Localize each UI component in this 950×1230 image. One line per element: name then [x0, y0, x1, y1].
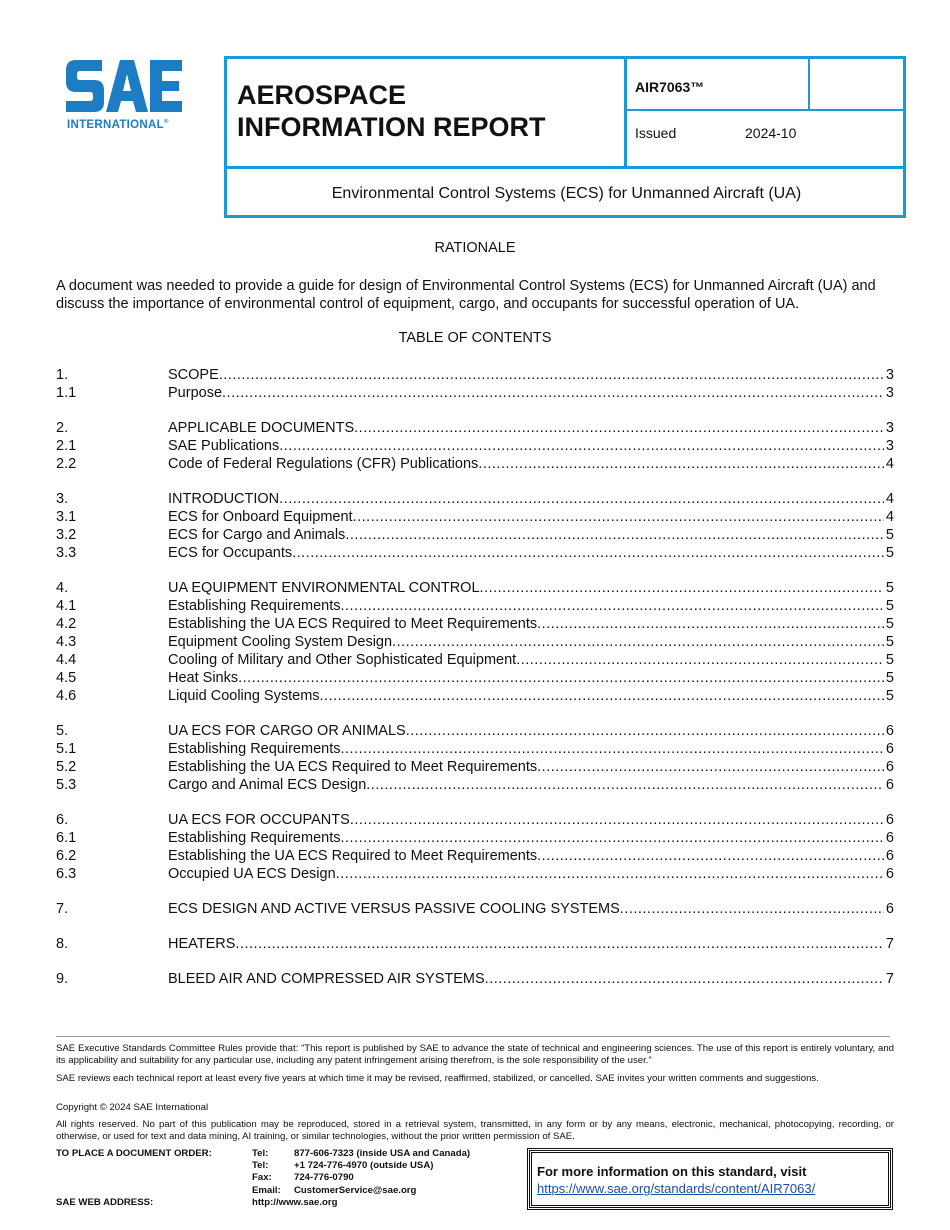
contact-phone-intl: +1 724-776-4970 (outside USA)	[294, 1160, 434, 1171]
issued-date: 2024-10	[745, 125, 797, 141]
toc-dot-leader	[350, 811, 884, 829]
toc-entry-title: ECS for Occupants	[168, 545, 293, 561]
toc-entry[interactable]	[56, 437, 894, 455]
toc-entry[interactable]	[56, 687, 894, 705]
toc-entry-title: Establishing the UA ECS Required to Meet Requirements	[168, 616, 538, 632]
toc-entry[interactable]	[56, 615, 894, 633]
toc-entry-number: 4.	[56, 580, 69, 596]
toc-dot-leader	[320, 687, 884, 705]
toc-entry[interactable]	[56, 935, 894, 953]
toc-entry-title: SAE Publications	[168, 438, 280, 454]
logo-international-text: INTERNATIONAL®	[67, 119, 169, 131]
toc-entry-title: ECS for Onboard Equipment	[168, 509, 353, 525]
toc-entry-number: 2.2	[56, 456, 77, 472]
toc-dot-leader	[353, 508, 884, 526]
toc-entry-number: 9.	[56, 971, 69, 987]
toc-entry-title: Cargo and Animal ECS Design	[168, 777, 367, 793]
order-label: TO PLACE A DOCUMENT ORDER:	[56, 1148, 212, 1159]
toc-entry-number: 7.	[56, 901, 69, 917]
standard-link[interactable]: https://www.sae.org/standards/content/AIR7063/	[537, 1181, 816, 1196]
rights-text: All rights reserved. No part of this publication may be reproduced, stored in a retrieval system, transmitted, in any form or by any means, electronic, mechanical, photocopying, recording, or otherwise, or used for text and data mining, AI training, or similar technologies, without the prior written permission of SAE.	[56, 1119, 894, 1142]
contact-key: Email:	[252, 1185, 281, 1196]
toc-dot-leader	[219, 366, 884, 384]
toc-entry-number: 5.1	[56, 741, 77, 757]
toc-entry-page: 7	[885, 936, 894, 952]
toc-dot-leader	[222, 384, 884, 402]
document-number: AIR7063™	[635, 79, 705, 95]
toc-entry-page: 4	[885, 456, 894, 472]
toc-entry-page: 7	[885, 971, 894, 987]
toc-entry-title: BLEED AIR AND COMPRESSED AIR SYSTEMS	[168, 971, 485, 987]
toc-entry-page: 5	[885, 580, 894, 596]
toc-entry-page: 6	[885, 848, 894, 864]
toc-entry-page: 6	[885, 901, 894, 917]
toc-entry[interactable]	[56, 490, 894, 508]
toc-dot-leader	[516, 651, 884, 669]
toc-entry-page: 6	[885, 777, 894, 793]
toc-entry-title: Establishing Requirements	[168, 741, 341, 757]
toc-dot-leader	[345, 526, 884, 544]
toc-entry-number: 4.5	[56, 670, 77, 686]
toc-dot-leader	[485, 970, 884, 988]
toc-entry-number: 3.	[56, 491, 69, 507]
toc-entry-page: 4	[885, 509, 894, 525]
toc-entry-title: ECS for Cargo and Animals	[168, 527, 346, 543]
toc-heading: TABLE OF CONTENTS	[398, 330, 552, 346]
toc-entry[interactable]	[56, 419, 894, 437]
issued-label: Issued	[635, 125, 677, 141]
toc-entry[interactable]	[56, 722, 894, 740]
toc-dot-leader	[478, 455, 884, 473]
toc-entry-title: Occupied UA ECS Design	[168, 866, 336, 882]
toc-dot-leader	[292, 544, 884, 562]
toc-entry-title: SCOPE	[168, 367, 219, 383]
toc-entry-page: 6	[885, 866, 894, 882]
toc-entry-title: Code of Federal Regulations (CFR) Publications	[168, 456, 479, 472]
toc-entry-title: Establishing Requirements	[168, 598, 341, 614]
toc-dot-leader	[279, 437, 884, 455]
table-of-contents	[56, 366, 894, 988]
toc-entry[interactable]	[56, 544, 894, 562]
toc-entry-number: 3.3	[56, 545, 77, 561]
contact-key: Tel:	[252, 1160, 269, 1171]
toc-entry-page: 3	[885, 438, 894, 454]
toc-dot-leader	[340, 597, 883, 615]
toc-entry-title: Equipment Cooling System Design	[168, 634, 393, 650]
toc-entry-title: APPLICABLE DOCUMENTS	[168, 420, 355, 436]
contact-key: Tel:	[252, 1148, 269, 1159]
toc-dot-leader	[406, 722, 884, 740]
toc-entry-page: 3	[885, 420, 894, 436]
rationale-text: A document was needed to provide a guide for design of Environmental Control Systems (ECS) for Unmanned Aircraft (UA) and discuss the importance of environmental control of equipment, cargo, and occupants for successful operation of UA.	[56, 278, 876, 312]
toc-entry-number: 6.3	[56, 866, 77, 882]
toc-entry-title: ECS DESIGN AND ACTIVE VERSUS PASSIVE COOLING SYSTEMS	[168, 901, 620, 917]
toc-entry-title: UA ECS FOR OCCUPANTS	[168, 812, 350, 828]
toc-entry-page: 6	[885, 723, 894, 739]
toc-entry[interactable]	[56, 526, 894, 544]
toc-entry-page: 5	[885, 598, 894, 614]
toc-dot-leader	[537, 758, 884, 776]
toc-entry-page: 5	[885, 670, 894, 686]
toc-entry-number: 6.1	[56, 830, 77, 846]
toc-entry[interactable]	[56, 669, 894, 687]
toc-entry-number: 6.	[56, 812, 69, 828]
toc-entry-title: UA EQUIPMENT ENVIRONMENTAL CONTROL	[168, 580, 480, 596]
toc-entry-number: 3.2	[56, 527, 77, 543]
rationale-heading: RATIONALE	[434, 240, 516, 256]
toc-entry[interactable]	[56, 829, 894, 847]
toc-entry-number: 2.	[56, 420, 69, 436]
toc-dot-leader	[537, 847, 884, 865]
toc-entry-title: Establishing the UA ECS Required to Meet Requirements	[168, 759, 538, 775]
toc-entry[interactable]	[56, 900, 894, 918]
toc-entry-page: 4	[885, 491, 894, 507]
toc-entry[interactable]	[56, 740, 894, 758]
toc-entry-title: Establishing Requirements	[168, 830, 341, 846]
toc-entry-number: 2.1	[56, 438, 77, 454]
toc-entry[interactable]	[56, 597, 894, 615]
toc-dot-leader	[340, 829, 883, 847]
toc-entry-number: 5.2	[56, 759, 77, 775]
toc-entry[interactable]	[56, 776, 894, 794]
toc-entry[interactable]	[56, 865, 894, 883]
toc-entry-number: 1.	[56, 367, 69, 383]
report-type-title: AEROSPACE INFORMATION REPORT	[237, 80, 546, 142]
toc-dot-leader	[392, 633, 884, 651]
toc-dot-leader	[336, 865, 884, 883]
toc-entry-number: 4.4	[56, 652, 77, 668]
toc-entry-page: 5	[885, 545, 894, 561]
toc-entry-number: 5.3	[56, 777, 77, 793]
toc-entry-page: 5	[885, 652, 894, 668]
contact-email[interactable]: CustomerService@sae.org	[294, 1185, 417, 1196]
toc-entry-title: Establishing the UA ECS Required to Meet Requirements	[168, 848, 538, 864]
toc-entry[interactable]	[56, 633, 894, 651]
toc-entry-page: 5	[885, 616, 894, 632]
toc-entry[interactable]	[56, 579, 894, 597]
toc-entry[interactable]	[56, 651, 894, 669]
toc-entry-page: 5	[885, 527, 894, 543]
toc-entry[interactable]	[56, 508, 894, 526]
toc-entry-title: Cooling of Military and Other Sophisticated Equipment	[168, 652, 517, 668]
footer-divider	[56, 1036, 890, 1037]
more-info-box	[527, 1148, 893, 1210]
toc-entry[interactable]	[56, 970, 894, 988]
committee-rules-text: SAE Executive Standards Committee Rules provide that: “This report is published by SAE to advance the state of technical and engineering sciences. The use of this report is entirely voluntary, and its applicability and suitability for any particular use, including any patent infringement arising therefrom, is the sole responsibility of the user.”	[56, 1043, 894, 1066]
toc-entry[interactable]	[56, 384, 894, 402]
toc-entry-page: 3	[885, 385, 894, 401]
toc-entry-title: Heat Sinks	[168, 670, 239, 686]
toc-dot-leader	[340, 740, 883, 758]
toc-entry-page: 6	[885, 759, 894, 775]
toc-entry-title: UA ECS FOR CARGO OR ANIMALS	[168, 723, 406, 739]
toc-entry[interactable]	[56, 366, 894, 384]
toc-entry[interactable]	[56, 811, 894, 829]
toc-entry-page: 6	[885, 741, 894, 757]
toc-dot-leader	[238, 669, 884, 687]
toc-entry-number: 6.2	[56, 848, 77, 864]
toc-entry-page: 6	[885, 812, 894, 828]
toc-entry-page: 5	[885, 634, 894, 650]
review-text: SAE reviews each technical report at least every five years at which time it may be revised, reaffirmed, stabilized, or cancelled. SAE invites your written comments and suggestions.	[56, 1073, 819, 1084]
more-info-heading: For more information on this standard, visit	[537, 1164, 807, 1179]
toc-entry-title: INTRODUCTION	[168, 491, 280, 507]
toc-dot-leader	[537, 615, 884, 633]
toc-entry-title: Liquid Cooling Systems	[168, 688, 320, 704]
toc-dot-leader	[354, 419, 884, 437]
toc-entry-number: 8.	[56, 936, 69, 952]
contact-phone-us: 877-606-7323 (inside USA and Canada)	[294, 1148, 471, 1159]
toc-entry[interactable]	[56, 847, 894, 865]
toc-entry-number: 4.1	[56, 598, 77, 614]
toc-dot-leader	[620, 900, 884, 918]
toc-dot-leader	[279, 490, 884, 508]
toc-entry-page: 3	[885, 367, 894, 383]
toc-entry[interactable]	[56, 455, 894, 473]
web-address-label: SAE WEB ADDRESS:	[56, 1197, 154, 1208]
toc-entry-number: 5.	[56, 723, 69, 739]
toc-dot-leader	[366, 776, 884, 794]
toc-entry[interactable]	[56, 758, 894, 776]
sae-web-link[interactable]: http://www.sae.org	[252, 1197, 338, 1208]
document-subtitle: Environmental Control Systems (ECS) for Unmanned Aircraft (UA)	[331, 185, 802, 202]
copyright-text: Copyright © 2024 SAE International	[56, 1102, 209, 1113]
toc-entry-title: HEATERS	[168, 936, 236, 952]
toc-entry-number: 4.6	[56, 688, 77, 704]
toc-dot-leader	[480, 579, 884, 597]
toc-entry-title: Purpose	[168, 385, 223, 401]
contact-fax: 724-776-0790	[294, 1172, 354, 1183]
toc-dot-leader	[235, 935, 884, 953]
toc-entry-number: 4.3	[56, 634, 77, 650]
toc-entry-number: 4.2	[56, 616, 77, 632]
contact-key: Fax:	[252, 1172, 272, 1183]
toc-entry-page: 5	[885, 688, 894, 704]
toc-entry-page: 6	[885, 830, 894, 846]
toc-entry-number: 1.1	[56, 385, 77, 401]
report-header-box	[224, 56, 906, 218]
toc-entry-number: 3.1	[56, 509, 77, 525]
